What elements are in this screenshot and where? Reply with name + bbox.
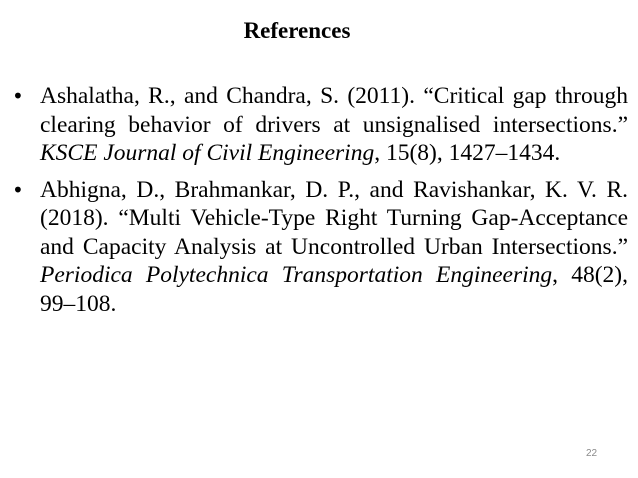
reference-item <box>12 82 628 168</box>
reference-authors-year: Ashalatha, R., and Chandra, S. (2011). <box>40 83 424 109</box>
page-number: 22 <box>586 448 598 459</box>
reference-list <box>12 82 628 326</box>
reference-journal: Periodica Polytechnica Transportation Engineering <box>40 262 553 288</box>
reference-volume-pages: , 15(8), 1427–1434. <box>374 140 561 166</box>
bullet-icon: • <box>12 177 24 202</box>
reference-authors-year: Abhigna, D., Brahmankar, D. P., and Ravishankar, K. V. R. (2018). <box>40 176 628 231</box>
reference-journal: KSCE Journal of Civil Engineering <box>40 140 375 166</box>
reference-item <box>12 176 628 319</box>
bullet-icon: • <box>12 84 24 108</box>
reference-article-title: “Multi Vehicle-Type Right Turning Gap-Acceptance and Capacity Analysis at Uncontrolled Urban Intersections.” <box>40 205 628 260</box>
reference-article-title: “Critical gap through clearing behavior of drivers at unsignalised intersections.” <box>40 83 628 138</box>
reference-volume-pages: , 48(2), 99–108. <box>40 262 628 317</box>
slide-title: References <box>243 18 351 43</box>
